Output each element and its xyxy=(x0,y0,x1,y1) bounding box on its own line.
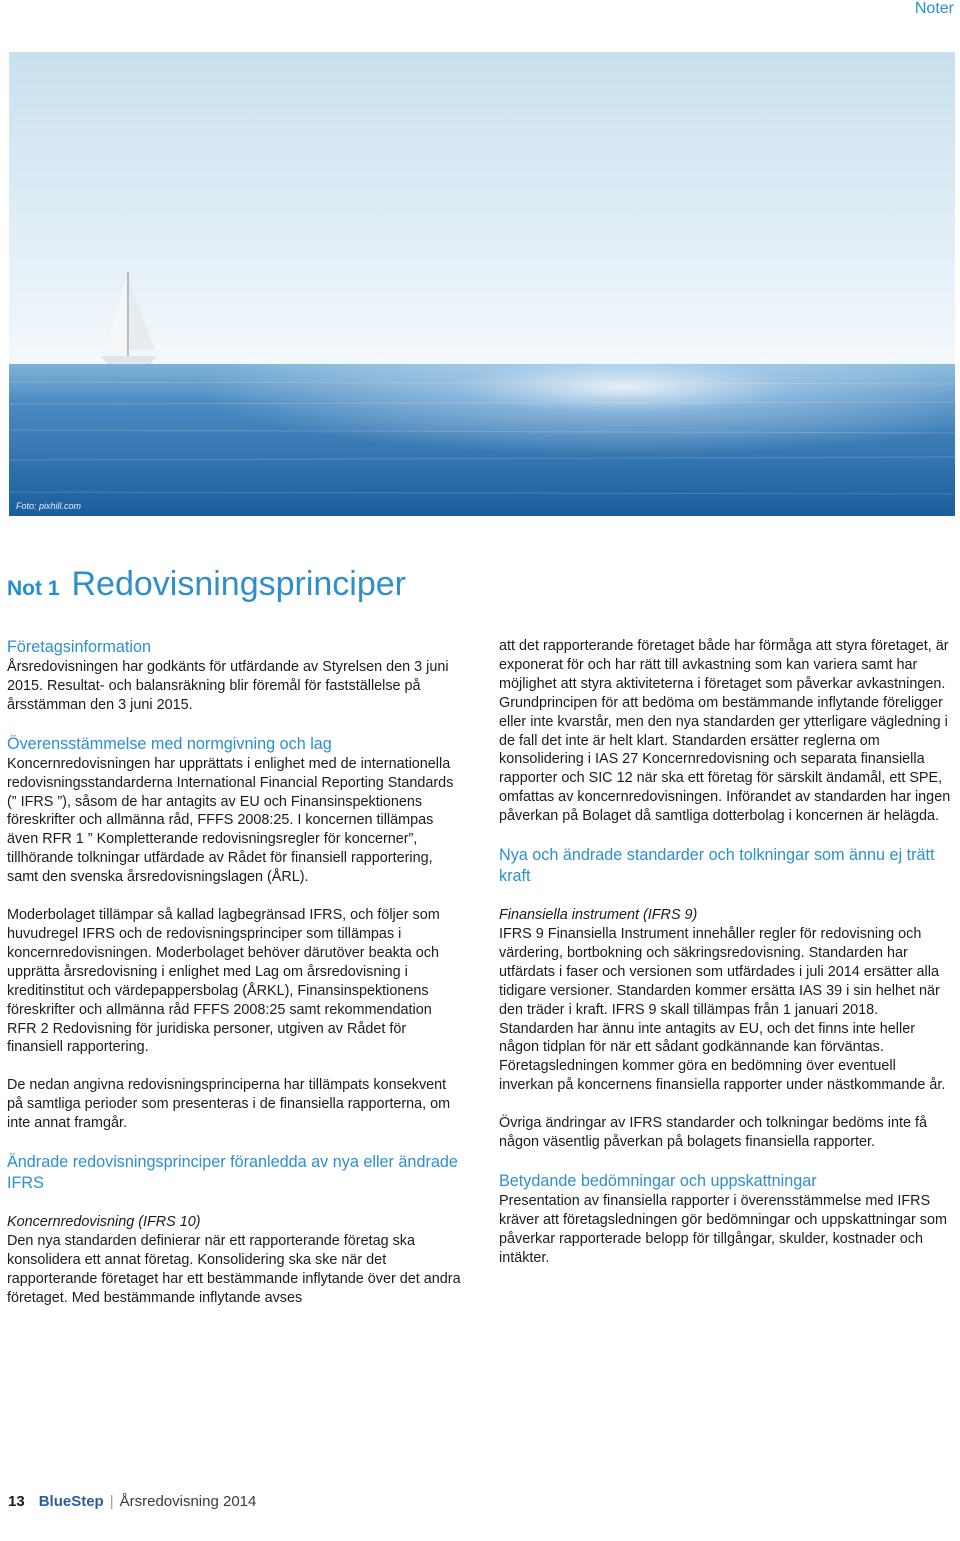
ifrs10-text: Den nya standarden definierar när ett rapporterande företag ska konsolidera ett annat företag. Konsolidering ska ske när det rapporterande företaget har ett bestämmande inflytande över det andra företaget. Med bestämmande inflytande avses xyxy=(7,1232,461,1306)
estimates-heading: Betydande bedömningar och uppskattningar xyxy=(499,1171,817,1190)
page-footer xyxy=(8,1493,256,1510)
photo-credit: Foto: pixhill.com xyxy=(16,501,82,511)
changed-principles-heading: Ändrade redovisningsprinciper föranledda av nya eller ändrade IFRS xyxy=(7,1153,458,1193)
note-number: Not 1 xyxy=(7,577,60,600)
note-title xyxy=(7,565,406,604)
ifrs10-subheading: Koncernredovisning (IFRS 10) xyxy=(7,1214,201,1231)
company-info-text: Årsredovisningen har godkänts för utfärdande av Styrelsen den 3 juni 2015. Resultat- och balansräkning blir föremål för fastställelse på årsstämman den 3 juni 2015. xyxy=(7,659,449,713)
company-info-heading: Företagsinformation xyxy=(7,638,151,656)
footer-separator: | xyxy=(109,1493,114,1510)
page-title: Redovisningsprinciper xyxy=(71,565,407,603)
document-title: Årsredovisning 2014 xyxy=(119,1493,257,1510)
new-standards-heading: Nya och ändrade standarder och tolkningar som ännu ej trätt kraft xyxy=(499,846,935,886)
ifrs10-continued-text: att det rapporterande företaget både har förmåga att styra företaget, är exponerat för och har rätt till avkastning som kan variera samt har möjlighet att styra aktiviteterna i företaget som påverkar avkastningen. Grundprincipen för att bedöma om bestämmande inflytande föreligger eller inte kvarstår, men den nya standarden ger ytterligare vägledning i de fall det inte är helt klart. Standarden ersätter reglerna om konsolidering i IAS 27 Koncernredovisning och separata finansiella rapporter och SIC 12 när ska ett företag för särskilt ändamål, ett SPE, omfattas av koncernredovisningen. Införandet av standarden har ingen påverkan på Bolaget då samtliga dotterbolag i koncernen är helägda. xyxy=(499,638,951,825)
brand-name: BlueStep xyxy=(38,1493,104,1510)
ifrs9-text: IFRS 9 Finansiella Instrument innehåller regler för redovisning och värdering, bortbokning och säkringsredovisning. Standarden har utfärdats i faser och versionen som utfärdades i juli 2014 ersätter alla tidigare versioner. Standarden kommer ersätta IAS 39 i sin helhet när den träder i kraft. IFRS 9 skall tillämpas från 1 januari 2018. Standarden har ännu inte antagits av EU, och det finns inte heller någon tidplan för när ett sådant godkännande kan förväntas. Företagsledningen kommer göra en bedömning över eventuell inverkan på koncernens finansiella rapporter under nästkommande år. xyxy=(499,925,946,1094)
estimates-text: Presentation av finansiella rapporter i överensstämmelse med IFRS kräver att företagsledningen gör bedömningar och uppskattningar som påverkar rapporterade belopp för tillgångar, skulder, kostnader och intäkter. xyxy=(499,1192,947,1266)
right-column xyxy=(499,637,951,1268)
page-number: 13 xyxy=(8,1493,25,1510)
left-column xyxy=(7,637,463,1308)
section-label: Noter xyxy=(914,0,954,17)
parent-company-text: Moderbolaget tillämpar så kallad lagbegränsad IFRS, och följer som huvudregel IFRS och de redovisningsprinciper som tillämpas i koncernredovisningen. Moderbolaget behöver därutöver beakta och upprätta årsredovisning i enlighet med Lag om årsredovisning i kreditinstitut och värdepappersbolag (ÅRKL), Finansinspektionens föreskrifter och allmänna råd FFFS 2008:25 samt rekommendation RFR 2 Redovisning för juridiska personer, utgiven av Rådet för finansiell rapportering. xyxy=(7,907,440,1056)
compliance-heading: Överensstämmelse med normgivning och lag xyxy=(7,734,332,753)
other-changes-text: Övriga ändringar av IFRS standarder och tolkningar bedöms inte få någon väsentlig påverkan på bolagets finansiella rapporter. xyxy=(499,1115,927,1151)
ifrs9-subheading: Finansiella instrument (IFRS 9) xyxy=(499,907,698,924)
consistency-text: De nedan angivna redovisningsprinciperna har tillämpats konsekvent på samtliga perioder som presenteras i de finansiella rapporterna, om inte annat framgår. xyxy=(7,1077,451,1132)
compliance-text: Koncernredovisningen har upprättats i enlighet med de internationella redovisningsstandarderna International Financial Reporting Standards (” IFRS ”), såsom de har antagits av EU och Finansinspektionens föreskrifter och allmänna råd, FFFS 2008:25. I koncernen tillämpas även RFR 1 ” Kompletterande redovisningsregler för koncerner”, tillhörande tolkningar utfärdade av Rådet för finansiell rapportering, samt den svenska årsredovisningslagen (ÅRL). xyxy=(7,755,454,886)
sailboat-photo xyxy=(9,52,955,516)
